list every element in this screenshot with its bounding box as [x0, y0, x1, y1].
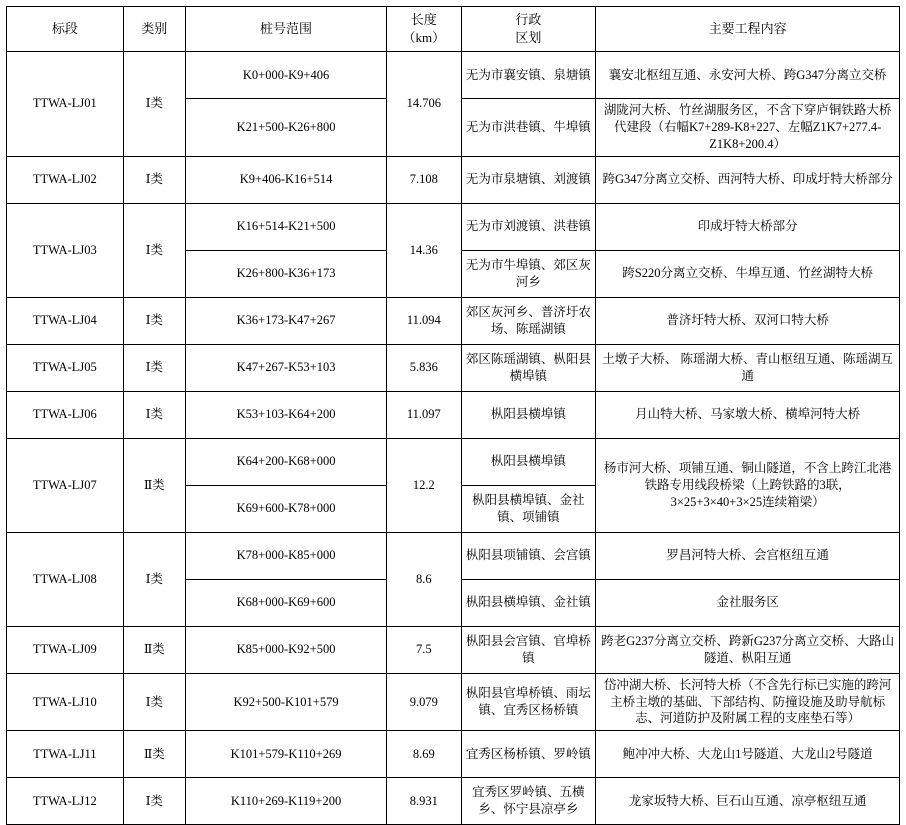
cell-admin: 枞阳县横埠镇、金社镇、项铺镇 [461, 485, 596, 532]
cell-length: 11.097 [387, 391, 461, 438]
cell-main-content: 土墩子大桥、 陈瑶湖大桥、青山枢纽互通、陈瑶湖互通 [596, 344, 900, 391]
cell-bid: TTWA-LJ09 [7, 626, 124, 673]
cell-length: 8.69 [387, 731, 461, 778]
cell-length: 14.706 [387, 52, 461, 157]
table-row [7, 438, 900, 485]
cell-length: 7.5 [387, 626, 461, 673]
cell-main-content: 金社服务区 [596, 579, 900, 626]
header-length-line2: （km） [402, 30, 446, 45]
cell-admin: 枞阳县横埠镇 [461, 438, 596, 485]
cell-admin: 郊区灰河乡、普济圩农场、陈瑶湖镇 [461, 297, 596, 344]
header-admin [461, 7, 596, 52]
cell-main-content: 杨市河大桥、项铺互通、铜山隧道，不含上跨江北港铁路专用线段桥梁（上跨铁路的3联，3×25+3×40+3×25连续箱梁） [596, 438, 900, 532]
header-length-line1: 长度 [410, 12, 437, 28]
cell-admin: 无为市泉塘镇、刘渡镇 [461, 156, 596, 203]
cell-stake-range: K47+267-K53+103 [185, 344, 386, 391]
cell-category: Ⅱ类 [123, 731, 185, 778]
cell-bid: TTWA-LJ08 [7, 532, 124, 626]
cell-main-content: 跨G347分离立交桥、西河特大桥、印成圩特大桥部分 [596, 156, 900, 203]
cell-admin: 枞阳县横埠镇、金社镇 [461, 579, 596, 626]
cell-main-content: 湖陇河大桥、竹丝湖服务区，不含下穿庐铜铁路大桥代建段（右幅K7+289-K8+227、左幅Z1K7+277.4-Z1K8+200.4） [596, 99, 900, 157]
cell-main-content: 月山特大桥、马家墩大桥、横埠河特大桥 [596, 391, 900, 438]
cell-stake-range: K101+579-K110+269 [185, 731, 386, 778]
cell-bid: TTWA-LJ03 [7, 203, 124, 297]
cell-bid: TTWA-LJ12 [7, 778, 124, 825]
cell-main-content: 鲍冲冲大桥、大龙山1号隧道、大龙山2号隧道 [596, 731, 900, 778]
cell-category: Ⅰ类 [123, 391, 185, 438]
header-bid: 标段 [7, 7, 124, 52]
table-row [7, 156, 900, 203]
table-row [7, 203, 900, 250]
table-row [7, 532, 900, 579]
cell-admin: 枞阳县会宫镇、官埠桥镇 [461, 626, 596, 673]
cell-category: Ⅰ类 [123, 52, 185, 157]
cell-category: Ⅰ类 [123, 156, 185, 203]
cell-main-content: 罗昌河特大桥、会宫枢纽互通 [596, 532, 900, 579]
cell-category: Ⅰ类 [123, 778, 185, 825]
header-length [387, 7, 461, 52]
cell-length: 8.6 [387, 532, 461, 626]
cell-admin: 枞阳县官埠桥镇、雨坛镇、宜秀区杨桥镇 [461, 673, 596, 731]
cell-stake-range: K36+173-K47+267 [185, 297, 386, 344]
cell-length: 14.36 [387, 203, 461, 297]
cell-category: Ⅰ类 [123, 532, 185, 626]
cell-stake-range: K64+200-K68+000 [185, 438, 386, 485]
header-admin-line2: 区划 [515, 30, 542, 45]
cell-category: Ⅰ类 [123, 344, 185, 391]
cell-admin: 无为市刘渡镇、洪巷镇 [461, 203, 596, 250]
cell-length: 9.079 [387, 673, 461, 731]
cell-stake-range: K0+000-K9+406 [185, 52, 386, 99]
cell-bid: TTWA-LJ02 [7, 156, 124, 203]
cell-bid: TTWA-LJ05 [7, 344, 124, 391]
cell-category: Ⅰ类 [123, 297, 185, 344]
cell-length: 5.836 [387, 344, 461, 391]
cell-category: Ⅰ类 [123, 673, 185, 731]
cell-stake-range: K21+500-K26+800 [185, 99, 386, 157]
cell-length: 7.108 [387, 156, 461, 203]
cell-stake-range: K69+600-K78+000 [185, 485, 386, 532]
cell-main-content: 印成圩特大桥部分 [596, 203, 900, 250]
cell-category: Ⅱ类 [123, 626, 185, 673]
cell-stake-range: K78+000-K85+000 [185, 532, 386, 579]
header-admin-line1: 行政 [515, 12, 542, 28]
table-row [7, 391, 900, 438]
cell-stake-range: K26+800-K36+173 [185, 250, 386, 297]
cell-admin: 无为市洪巷镇、牛埠镇 [461, 99, 596, 157]
header-stake-range: 桩号范围 [185, 7, 386, 52]
cell-bid: TTWA-LJ11 [7, 731, 124, 778]
cell-stake-range: K16+514-K21+500 [185, 203, 386, 250]
cell-length: 8.931 [387, 778, 461, 825]
table-row [7, 626, 900, 673]
cell-admin: 无为市襄安镇、泉塘镇 [461, 52, 596, 99]
cell-main-content: 岱冲湖大桥、长河特大桥（不含先行标已实施的跨河主桥主墩的基础、下部结构、防撞设施及助导航标志、河道防护及附属工程的支座垫石等） [596, 673, 900, 731]
cell-stake-range: K92+500-K101+579 [185, 673, 386, 731]
cell-main-content: 跨老G237分离立交桥、跨新G237分离立交桥、大路山隧道、枞阳互通 [596, 626, 900, 673]
cell-bid: TTWA-LJ04 [7, 297, 124, 344]
cell-main-content: 普济圩特大桥、双河口特大桥 [596, 297, 900, 344]
cell-category: Ⅰ类 [123, 203, 185, 297]
table-row [7, 52, 900, 99]
cell-stake-range: K110+269-K119+200 [185, 778, 386, 825]
cell-admin: 枞阳县横埠镇 [461, 391, 596, 438]
table-row [7, 344, 900, 391]
cell-admin: 宜秀区罗岭镇、五横乡、怀宁县凉亭乡 [461, 778, 596, 825]
cell-stake-range: K85+000-K92+500 [185, 626, 386, 673]
cell-bid: TTWA-LJ10 [7, 673, 124, 731]
cell-admin: 枞阳县项铺镇、会宫镇 [461, 532, 596, 579]
header-main-content: 主要工程内容 [596, 7, 900, 52]
table-row [7, 673, 900, 731]
cell-bid: TTWA-LJ06 [7, 391, 124, 438]
cell-bid: TTWA-LJ01 [7, 52, 124, 157]
cell-length: 12.2 [387, 438, 461, 532]
header-category: 类别 [123, 7, 185, 52]
cell-main-content: 襄安北枢纽互通、永安河大桥、跨G347分离立交桥 [596, 52, 900, 99]
table-row [7, 297, 900, 344]
cell-bid: TTWA-LJ07 [7, 438, 124, 532]
table-row [7, 731, 900, 778]
cell-length: 11.094 [387, 297, 461, 344]
cell-main-content: 跨S220分离立交桥、牛埠互通、竹丝湖特大桥 [596, 250, 900, 297]
cell-admin: 郊区陈瑶湖镇、枞阳县横埠镇 [461, 344, 596, 391]
cell-stake-range: K53+103-K64+200 [185, 391, 386, 438]
cell-admin: 无为市牛埠镇、郊区灰河乡 [461, 250, 596, 297]
cell-main-content: 龙家坂特大桥、巨石山互通、凉亭枢纽互通 [596, 778, 900, 825]
cell-category: Ⅱ类 [123, 438, 185, 532]
cell-stake-range: K68+000-K69+600 [185, 579, 386, 626]
table-row [7, 778, 900, 825]
table-body [7, 52, 900, 825]
cell-stake-range: K9+406-K16+514 [185, 156, 386, 203]
table-header-row [7, 7, 900, 52]
bid-sections-table [6, 6, 900, 825]
cell-admin: 宜秀区杨桥镇、罗岭镇 [461, 731, 596, 778]
